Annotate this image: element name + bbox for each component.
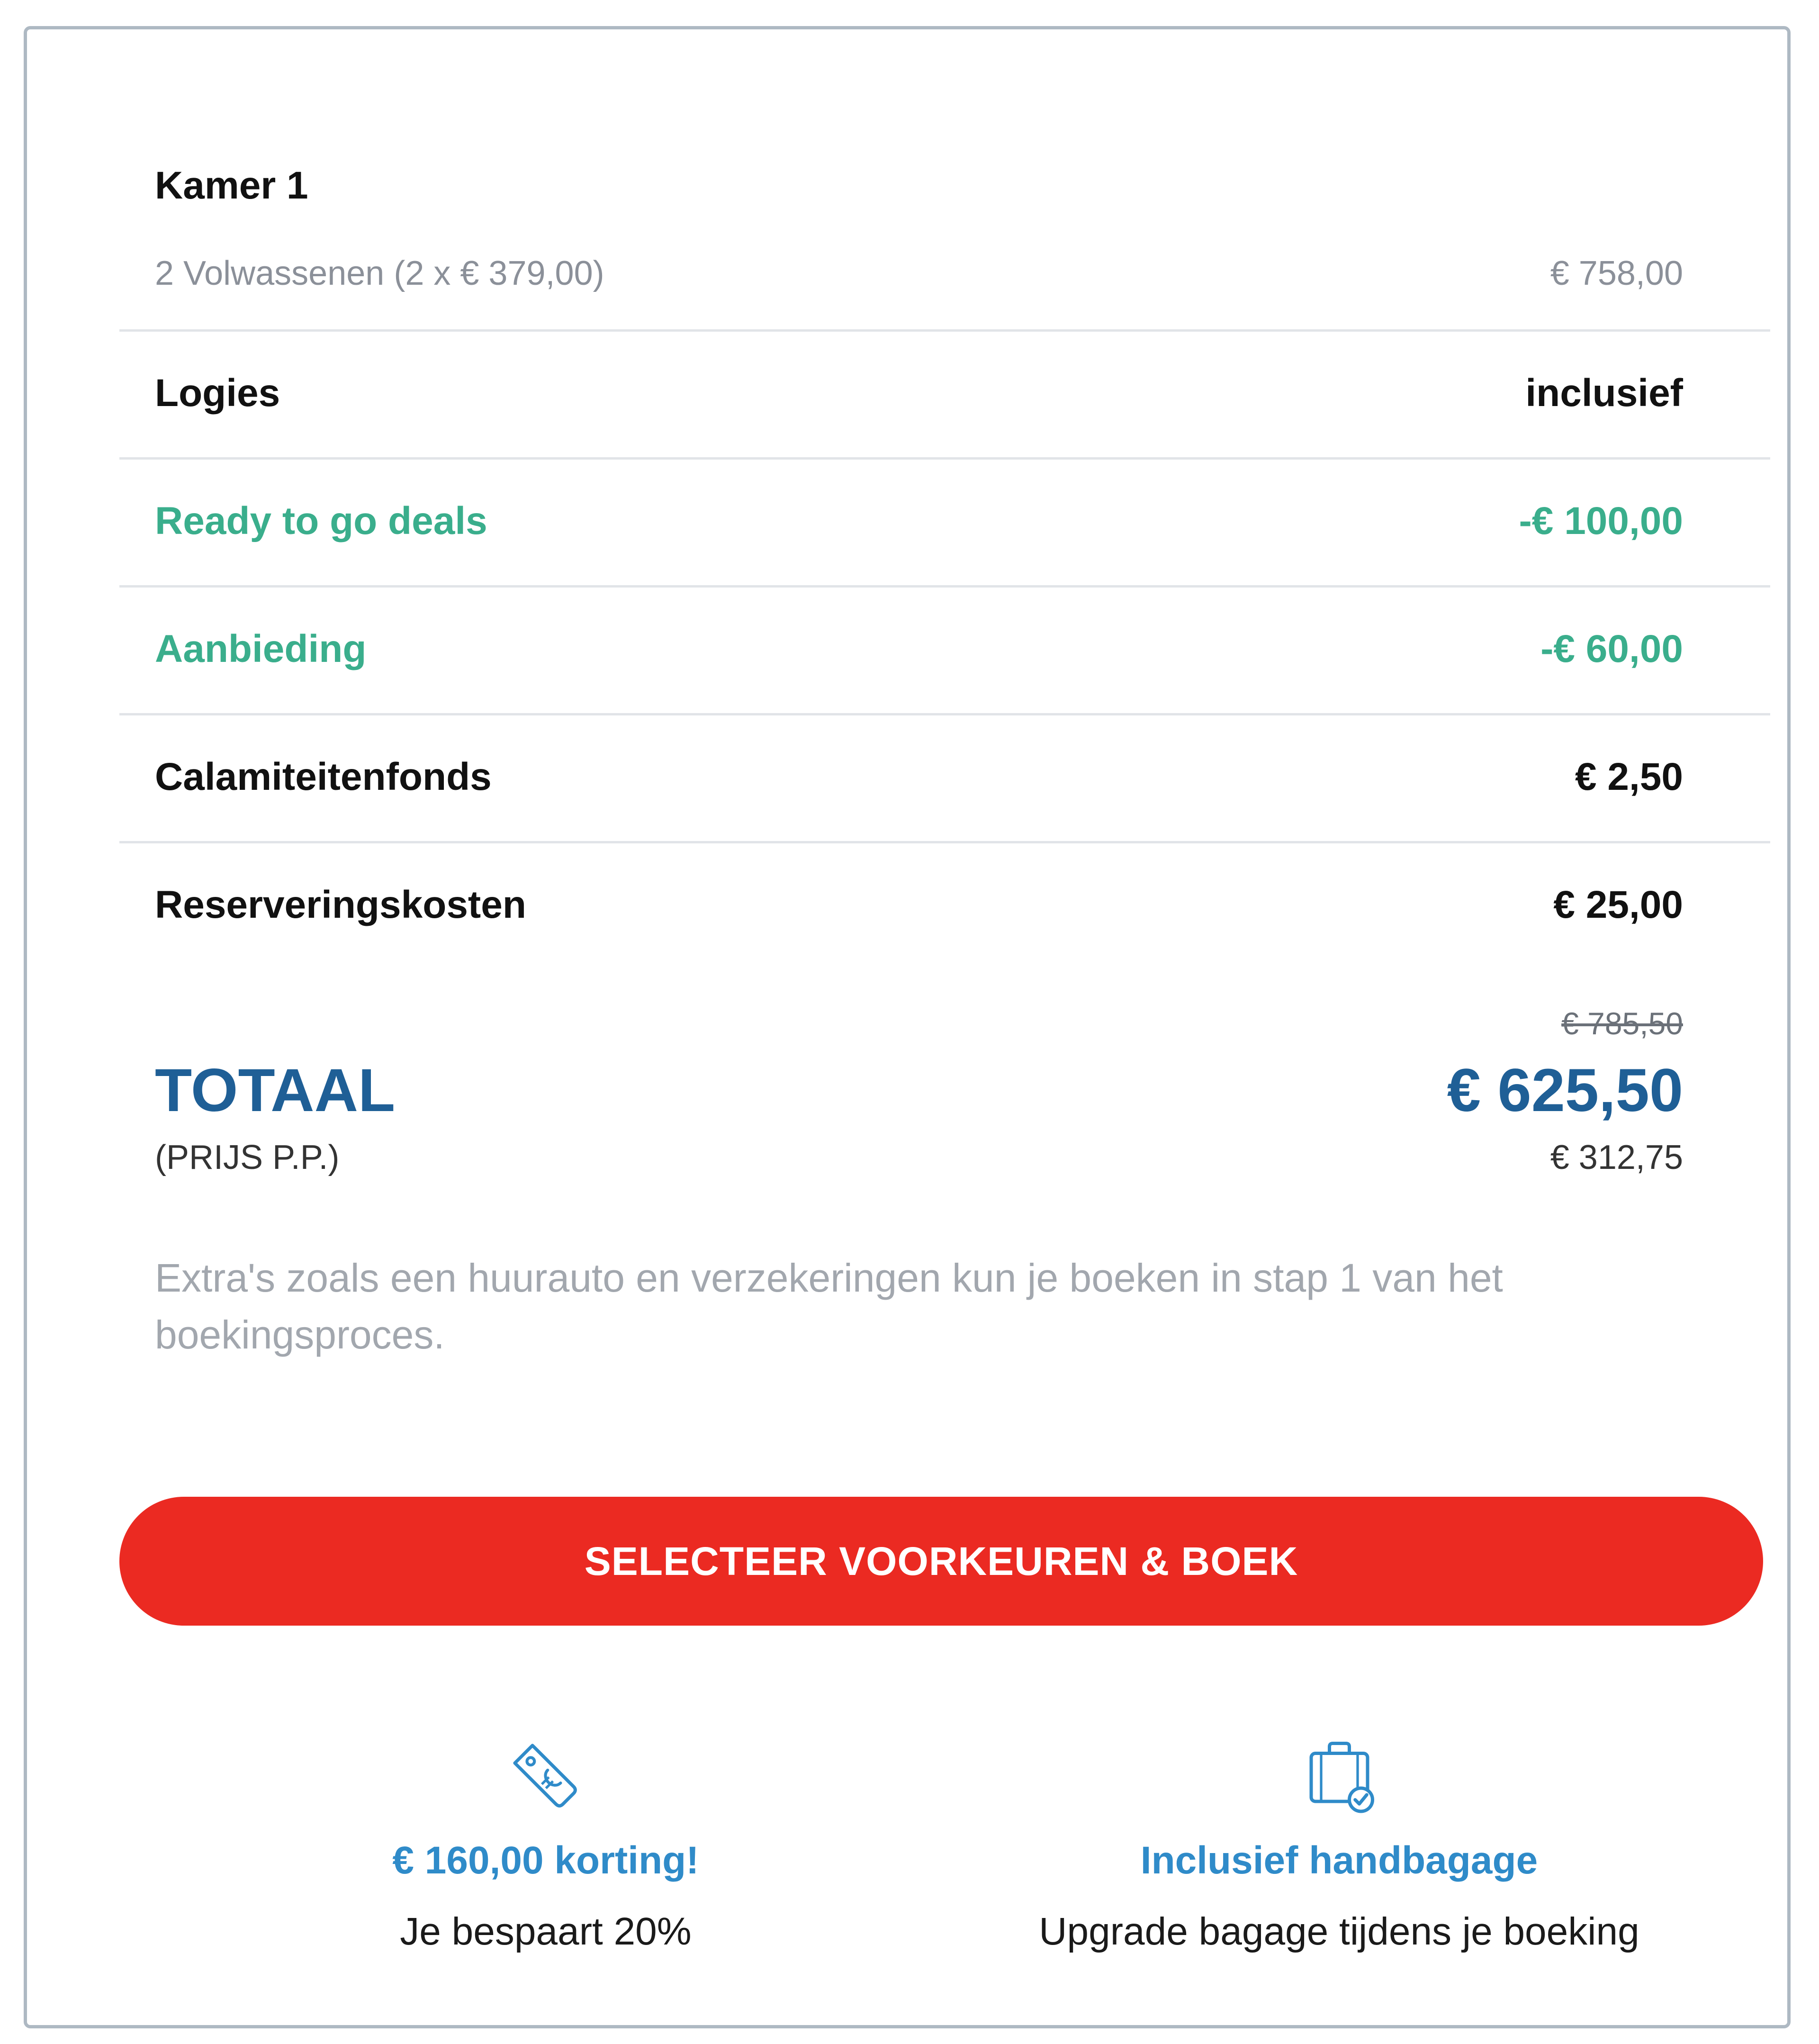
line-label: Ready to go deals bbox=[155, 499, 487, 543]
room-travellers-label: 2 Volwassenen (2 x € 379,00) bbox=[155, 254, 604, 292]
hand-luggage-title: Inclusief handbagage bbox=[1140, 1839, 1538, 1882]
discount-feature bbox=[143, 1735, 948, 1958]
room-travellers-amount: € 758,00 bbox=[1550, 254, 1683, 292]
room-travellers-row bbox=[155, 250, 1683, 297]
original-price: € 785,50 bbox=[1561, 1006, 1683, 1041]
hand-luggage-subtitle: Upgrade bagage tijdens je boeking bbox=[1039, 1910, 1639, 1953]
euro-price-tag-icon bbox=[504, 1735, 587, 1818]
line-value: € 2,50 bbox=[1575, 755, 1683, 798]
price-summary-card bbox=[24, 26, 1791, 2028]
per-person-price: € 312,75 bbox=[1550, 1139, 1683, 1176]
line-ready-to-go-deals bbox=[155, 495, 1683, 547]
divider bbox=[119, 841, 1770, 843]
hand-luggage-feature bbox=[937, 1735, 1742, 1958]
discount-title: € 160,00 korting! bbox=[392, 1839, 699, 1882]
divider bbox=[119, 457, 1770, 460]
line-logies bbox=[155, 367, 1683, 419]
total-price: € 625,50 bbox=[1447, 1057, 1683, 1124]
line-reserveringskosten bbox=[155, 879, 1683, 931]
line-value: -€ 60,00 bbox=[1540, 627, 1683, 670]
room-title: Kamer 1 bbox=[155, 164, 308, 207]
discount-subtitle: Je bespaart 20% bbox=[400, 1910, 692, 1953]
divider bbox=[119, 585, 1770, 588]
line-value: € 25,00 bbox=[1553, 883, 1683, 926]
select-preferences-book-button[interactable]: SELECTEER VOORKEUREN & BOEK bbox=[119, 1497, 1763, 1626]
line-value: -€ 100,00 bbox=[1519, 499, 1683, 543]
line-value: inclusief bbox=[1525, 371, 1683, 415]
extras-note: Extra's zoals een huurauto en verzekeringen kun je boeken in stap 1 van het boekingsproces. bbox=[155, 1256, 1503, 1357]
divider bbox=[119, 329, 1770, 332]
total-label: TOTAAL bbox=[155, 1057, 396, 1124]
per-person-label: (PRIJS P.P.) bbox=[155, 1139, 340, 1176]
line-label: Calamiteitenfonds bbox=[155, 755, 492, 798]
line-label: Reserveringskosten bbox=[155, 883, 526, 926]
line-calamiteitenfonds bbox=[155, 751, 1683, 803]
line-aanbieding bbox=[155, 623, 1683, 675]
line-label: Aanbieding bbox=[155, 627, 367, 670]
line-label: Logies bbox=[155, 371, 280, 415]
divider bbox=[119, 713, 1770, 715]
suitcase-check-icon bbox=[1298, 1735, 1381, 1818]
